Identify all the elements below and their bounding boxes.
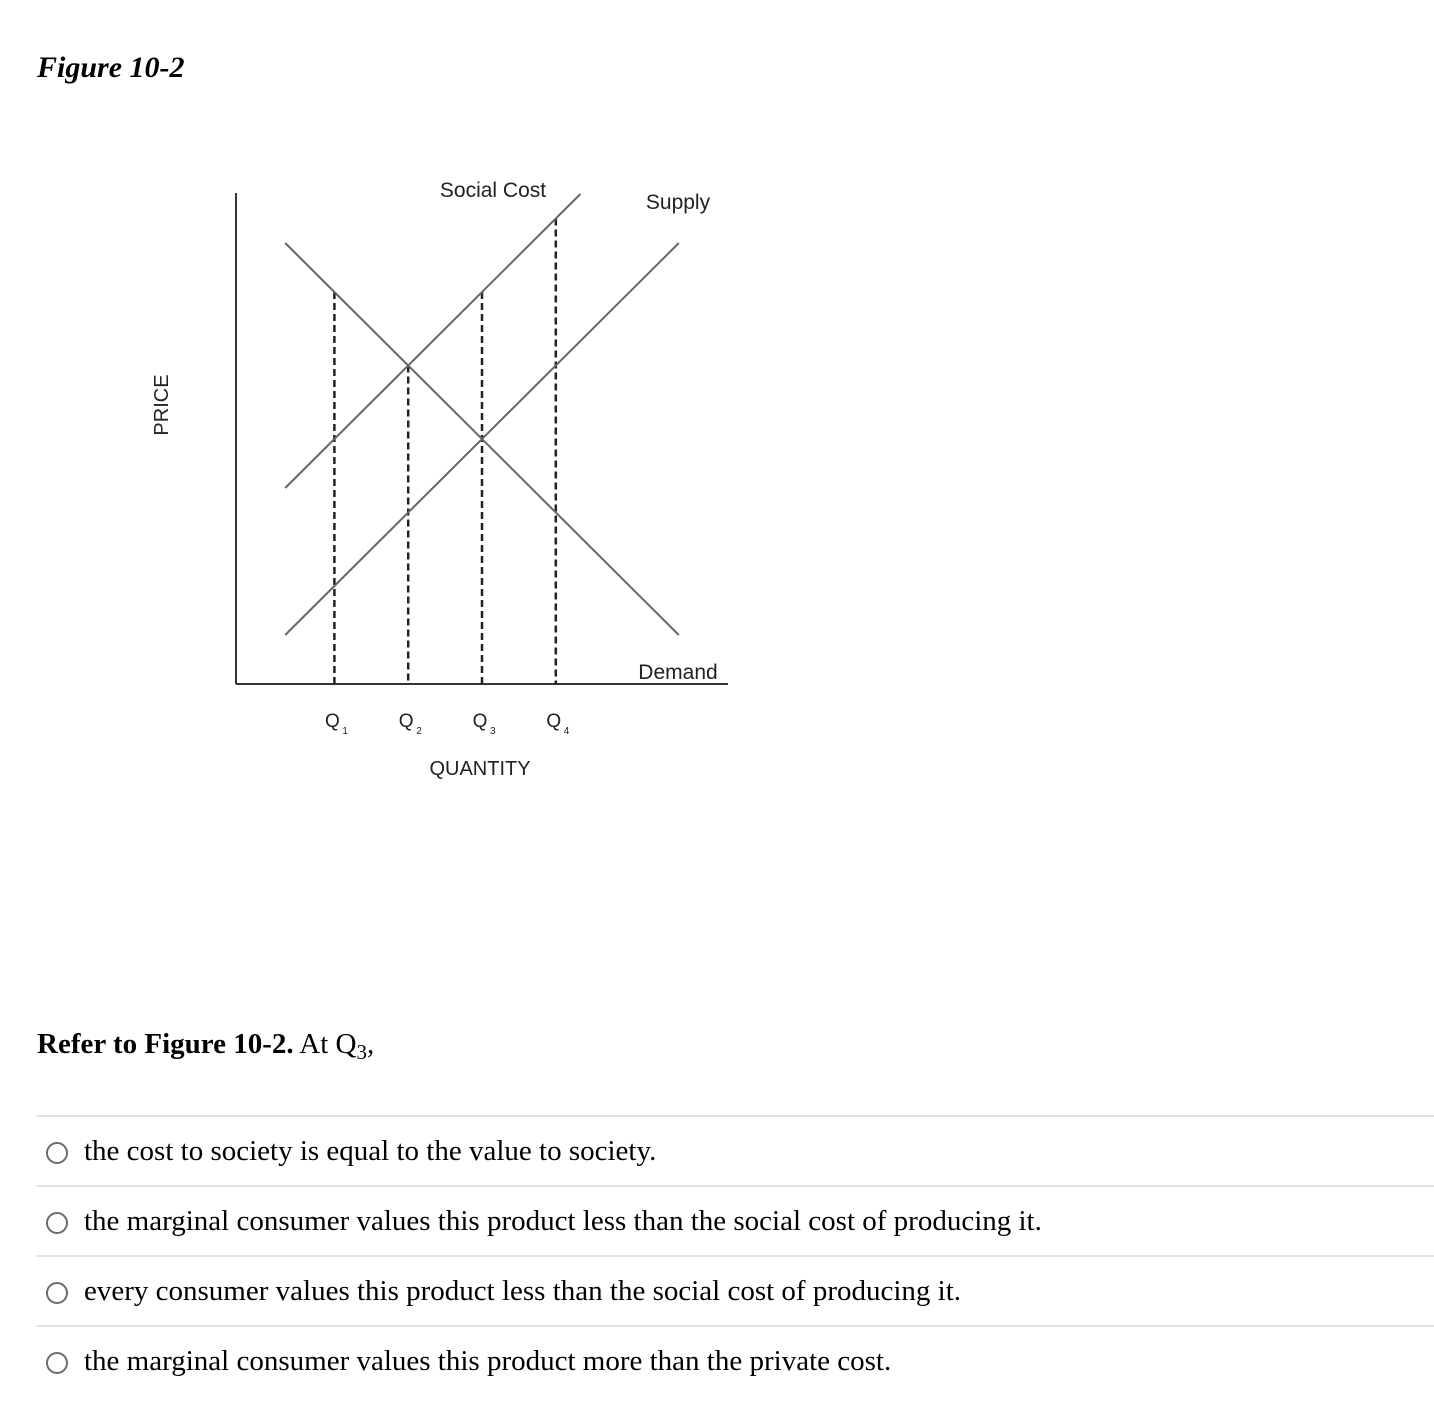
supply-label: Supply [645, 191, 711, 214]
answer-option-2[interactable] [36, 1187, 1434, 1257]
externality-chart [0, 0, 800, 820]
question-lead: Refer to Figure 10-2. [37, 1028, 294, 1060]
x-tick-label-q2: Q [398, 711, 414, 732]
answer-option-label: the cost to society is equal to the value to society. [84, 1135, 657, 1167]
x-tick-label-q1: Q [325, 711, 340, 732]
question-trail: , [366, 1028, 375, 1060]
radio-button[interactable] [46, 1352, 68, 1374]
answer-options [36, 1115, 1434, 1395]
radio-button[interactable] [46, 1282, 68, 1304]
question-subscript: 3 [356, 1040, 367, 1064]
social-cost-label: Social Cost [439, 179, 547, 202]
radio-button[interactable] [46, 1212, 68, 1234]
answer-option-4[interactable] [36, 1327, 1434, 1395]
x-tick-label-q4: Q [546, 711, 562, 732]
demand-label: Demand [638, 661, 718, 684]
question-body: At Q [293, 1028, 357, 1060]
answer-option-label: the marginal consumer values this product less than the social cost of producing it. [84, 1205, 1042, 1237]
x-axis-label: QUANTITY [429, 758, 531, 780]
social-cost-line [285, 194, 580, 488]
x-tick-sub-q2: 2 [416, 726, 422, 737]
x-tick-sub-q1: 1 [342, 726, 348, 737]
radio-button[interactable] [46, 1142, 68, 1164]
answer-option-label: the marginal consumer values this product more than the private cost. [84, 1345, 892, 1377]
answer-option-label: every consumer values this product less than the social cost of producing it. [84, 1275, 962, 1307]
question-text [37, 1026, 374, 1062]
answer-option-3[interactable] [36, 1257, 1434, 1327]
x-tick-label-q3: Q [472, 711, 488, 732]
x-tick-sub-q3: 3 [490, 726, 496, 737]
answer-option-1[interactable] [36, 1117, 1434, 1187]
figure-title: Figure 10-2 [37, 51, 185, 84]
y-axis-label: PRICE [151, 374, 173, 436]
x-tick-sub-q4: 4 [563, 726, 570, 737]
